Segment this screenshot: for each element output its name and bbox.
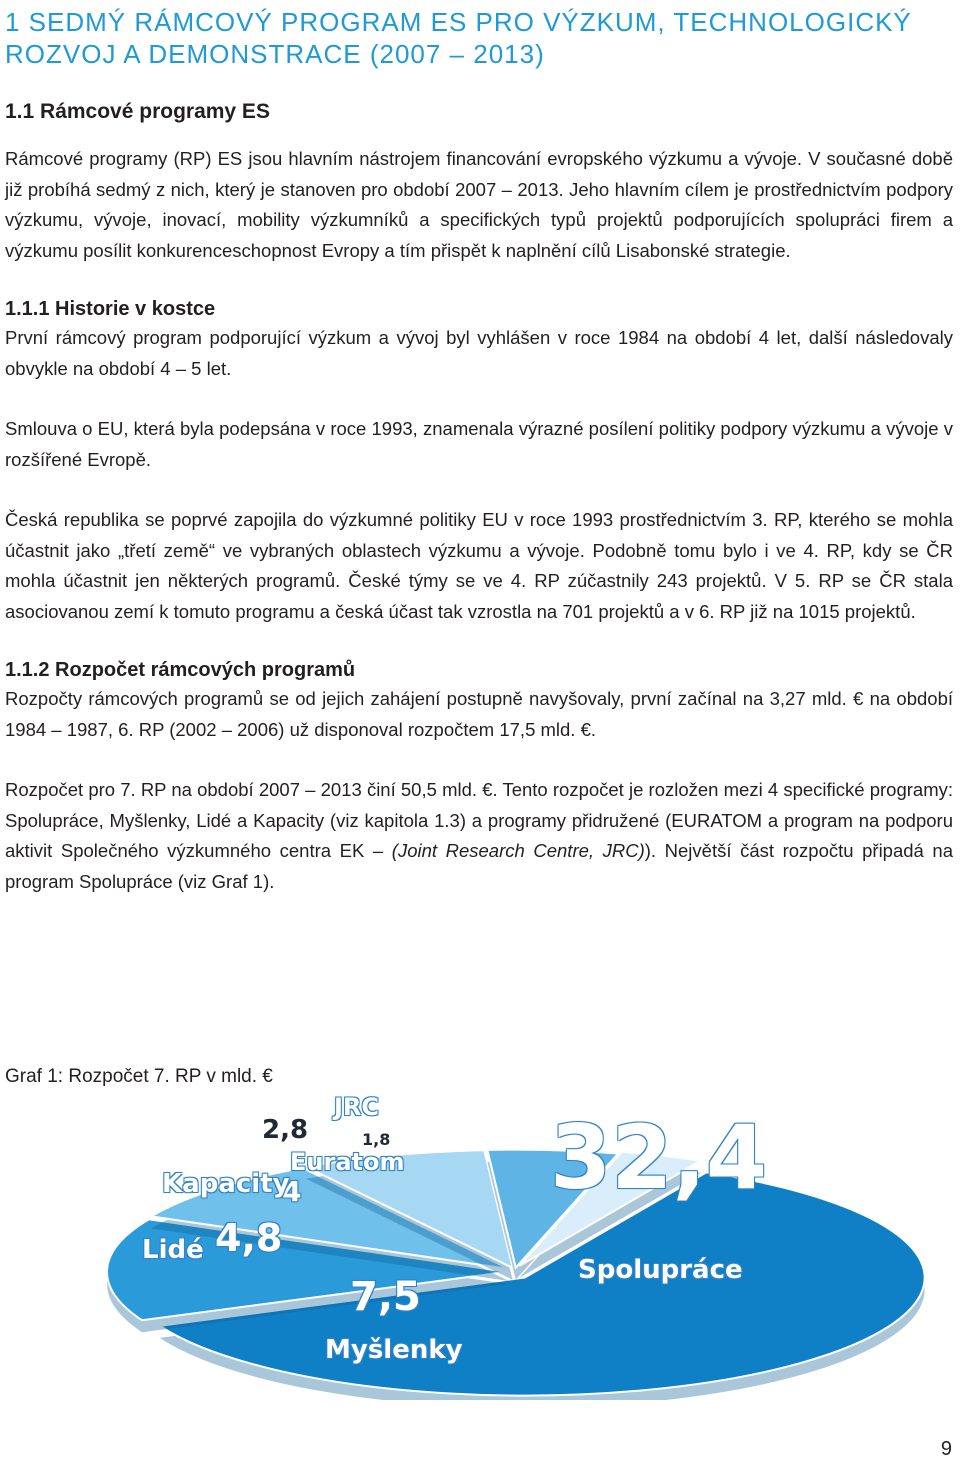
figure-caption: Graf 1: Rozpočet 7. RP v mld. € bbox=[5, 1066, 273, 1087]
paragraph-history-3: Česká republika se poprvé zapojila do výzkumné politiky EU v roce 1993 prostřednictvím 3. RP, kterého se mohla účastnit jako „třetí země“ ve vybraných oblastech výzkumu a vývoje. Podobně tomu bylo i ve 4. RP, kdy se ČR mohla účastnit jen některých programů. České týmy se ve 4. RP zúčastnily 243 projektů. V 5. RP se ČR stala asociovanou zemí k tomuto programu a česká účast tak vzrostla na 701 projektů a v 6. RP již na 1015 projektů. bbox=[5, 509, 953, 622]
paragraph-budget-1: Rozpočty rámcových programů se od jejich zahájení postupně navyšovaly, první začínal na 3,27 mld. € na období 1984 – 1987, 6. RP (2002 – 2006) už disponoval rozpočtem 17,5 mld. €. bbox=[5, 688, 953, 740]
chapter-heading-line2: ROZVOJ A DEMONSTRACE (2007 – 2013) bbox=[5, 39, 545, 69]
page-number: 9 bbox=[940, 1438, 952, 1460]
paragraph-history-1: První rámcový program podporující výzkum a vývoj byl vyhlášen v roce 1984 na období 4 let, další následovaly obvykle na období 4 – 5 let. bbox=[5, 327, 953, 379]
pie-value-label-spoluprace: 32,4 bbox=[550, 1105, 768, 1209]
pie-name-label-spoluprace: Spolupráce bbox=[578, 1254, 743, 1285]
pie-value-label-jrc: 1,8 bbox=[362, 1129, 391, 1149]
paragraph-budget-2-part2: ). Největší část rozpočtu připadá na program Spolupráce (viz Graf 1). bbox=[5, 840, 954, 892]
section-title-1-1: 1.1 Rámcové programy ES bbox=[5, 100, 270, 123]
pie-name-label-kapacity: Kapacity bbox=[162, 1168, 290, 1199]
section-title-1-1-2: 1.1.2 Rozpočet rámcových programů bbox=[5, 659, 356, 681]
pie-name-label-myslenky: Myšlenky bbox=[325, 1334, 463, 1365]
budget-pie-chart bbox=[0, 1093, 960, 1400]
section-title-1-1-1: 1.1.1 Historie v kostce bbox=[5, 298, 216, 320]
document-page bbox=[5, 6, 953, 897]
paragraph-rp-intro: Rámcové programy (RP) ES jsou hlavním nástrojem financování evropského výzkumu a vývoje. V současné době již probíhá sedmý z nich, který je stanoven pro období 2007 – 2013. Jeho hlavním cílem je prostřednictvím podpory výzkumu, vývoje, inovací, mobility výzkumníků a specifických typů projektů podporujících spolupráci firem a výzkumu posílit konkurenceschopnost Evropy a tím přispět k naplnění cílů Lisabonské strategie. bbox=[5, 148, 953, 261]
paragraph-budget-2-part1: Rozpočet pro 7. RP na období 2007 – 2013 činí 50,5 mld. €. Tento rozpočet je rozložen mezi 4 specifické programy: Spolupráce, Myšlenky, Lidé a Kapacity (viz kapitola 1.3) a programy přidružené (EURATOM a program na podporu aktivit Společného výzkumného centra EK – bbox=[5, 779, 953, 861]
chapter-heading bbox=[5, 6, 953, 70]
pie-value-label-myslenky: 7,5 bbox=[350, 1274, 421, 1320]
paragraph-history-2: Smlouva o EU, která byla podepsána v roce 1993, znamenala výrazné posílení politiky podpory výzkumu a vývoje v rozšířené Evropě. bbox=[5, 418, 953, 470]
pie-name-label-jrc: JRC bbox=[334, 1093, 380, 1122]
pie-value-label-euratom: 2,8 bbox=[262, 1114, 309, 1145]
pie-value-label-lide: 4,8 bbox=[215, 1215, 283, 1260]
pie-value-label-kapacity: 4 bbox=[282, 1174, 302, 1208]
pie-name-label-euratom: Euratom bbox=[290, 1148, 405, 1177]
paragraph-budget-2-italic: (Joint Research Centre, JRC) bbox=[391, 840, 645, 861]
chapter-heading-line1: 1 SEDMÝ RÁMCOVÝ PROGRAM ES PRO VÝZKUM, TECHNOLOGICKÝ bbox=[5, 7, 912, 37]
pie-name-label-lide: Lidé bbox=[142, 1234, 204, 1265]
paragraph-budget-2 bbox=[5, 775, 953, 897]
